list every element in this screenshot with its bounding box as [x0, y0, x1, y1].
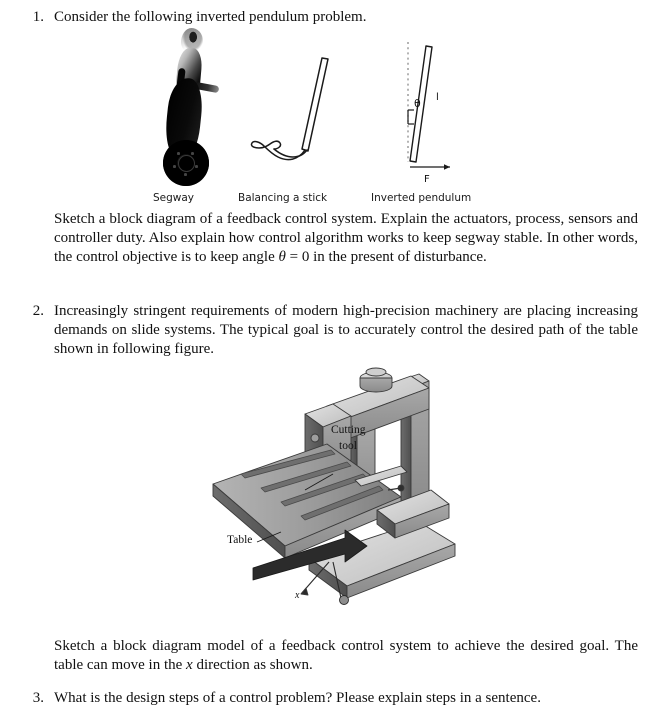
- caption-inverted-pendulum: Inverted pendulum: [371, 192, 472, 204]
- list-item-1-paragraph-text: Sketch a block diagram of a feedback control system. Explain the actuators, process, sensors and controller duty. Also explain how control algorithm works to keep segway stable. In other words, the control objective is to keep angle: [54, 211, 638, 265]
- list-item-1-paragraph-tail: = 0 in the present of disturbance.: [285, 249, 487, 265]
- figure-milling-machine: [205, 362, 460, 617]
- list-item-2: [18, 302, 638, 359]
- label-cutting-tool-line1: Cutting: [331, 424, 366, 436]
- list-item-3-number: 3.: [32, 690, 44, 706]
- caption-segway: Segway: [153, 192, 195, 204]
- segway-illustration: [155, 28, 225, 188]
- inverted-pendulum-diagram: [390, 36, 480, 196]
- label-table: Table: [227, 534, 253, 546]
- label-axis-x: x: [295, 590, 300, 601]
- pendulum-force-label: F: [424, 174, 430, 185]
- list-item-2-after-figure-block: [18, 637, 638, 675]
- list-item-3: [18, 689, 638, 708]
- list-item-1-intro: Consider the following inverted pendulum problem.: [54, 9, 367, 25]
- x-symbol: x: [186, 657, 193, 673]
- balancing-stick-illustration: [250, 36, 350, 186]
- pendulum-angle-label: θ: [414, 97, 421, 110]
- list-item-2-after-figure: [54, 637, 638, 675]
- machine-spindle-dial: [311, 434, 319, 442]
- list-item-2-paragraph: Increasingly stringent requirements of modern high-precision machinery are placing increasing demands on slide systems. The typical goal is to accurately control the desired path of the table shown in following figure.: [54, 303, 638, 357]
- list-item-1: [18, 8, 638, 27]
- list-item-1-paragraph: [54, 210, 638, 267]
- label-cutting-tool-line2: tool: [339, 440, 357, 452]
- theta-symbol: θ: [278, 249, 286, 265]
- segway-wheel: [163, 140, 209, 186]
- list-item-1-number: 1.: [32, 9, 44, 25]
- list-item-3-paragraph: What is the design steps of a control problem? Please explain steps in a sentence.: [54, 690, 541, 706]
- list-item-2-after-figure-text: Sketch a block diagram model of a feedback control system to achieve the desired goal. The table can move in the: [54, 638, 638, 673]
- list-item-2-after-figure-tail: direction as shown.: [192, 657, 313, 673]
- machine-motor-knob: [366, 368, 386, 376]
- list-item-1-paragraph-block: [18, 210, 638, 267]
- caption-balancing-stick: Balancing a stick: [238, 192, 328, 204]
- list-item-2-number: 2.: [32, 303, 44, 319]
- segway-wheel-hub: [178, 155, 195, 172]
- figure-inverted-pendulum: [0, 26, 660, 226]
- pendulum-length-label: l: [436, 92, 439, 103]
